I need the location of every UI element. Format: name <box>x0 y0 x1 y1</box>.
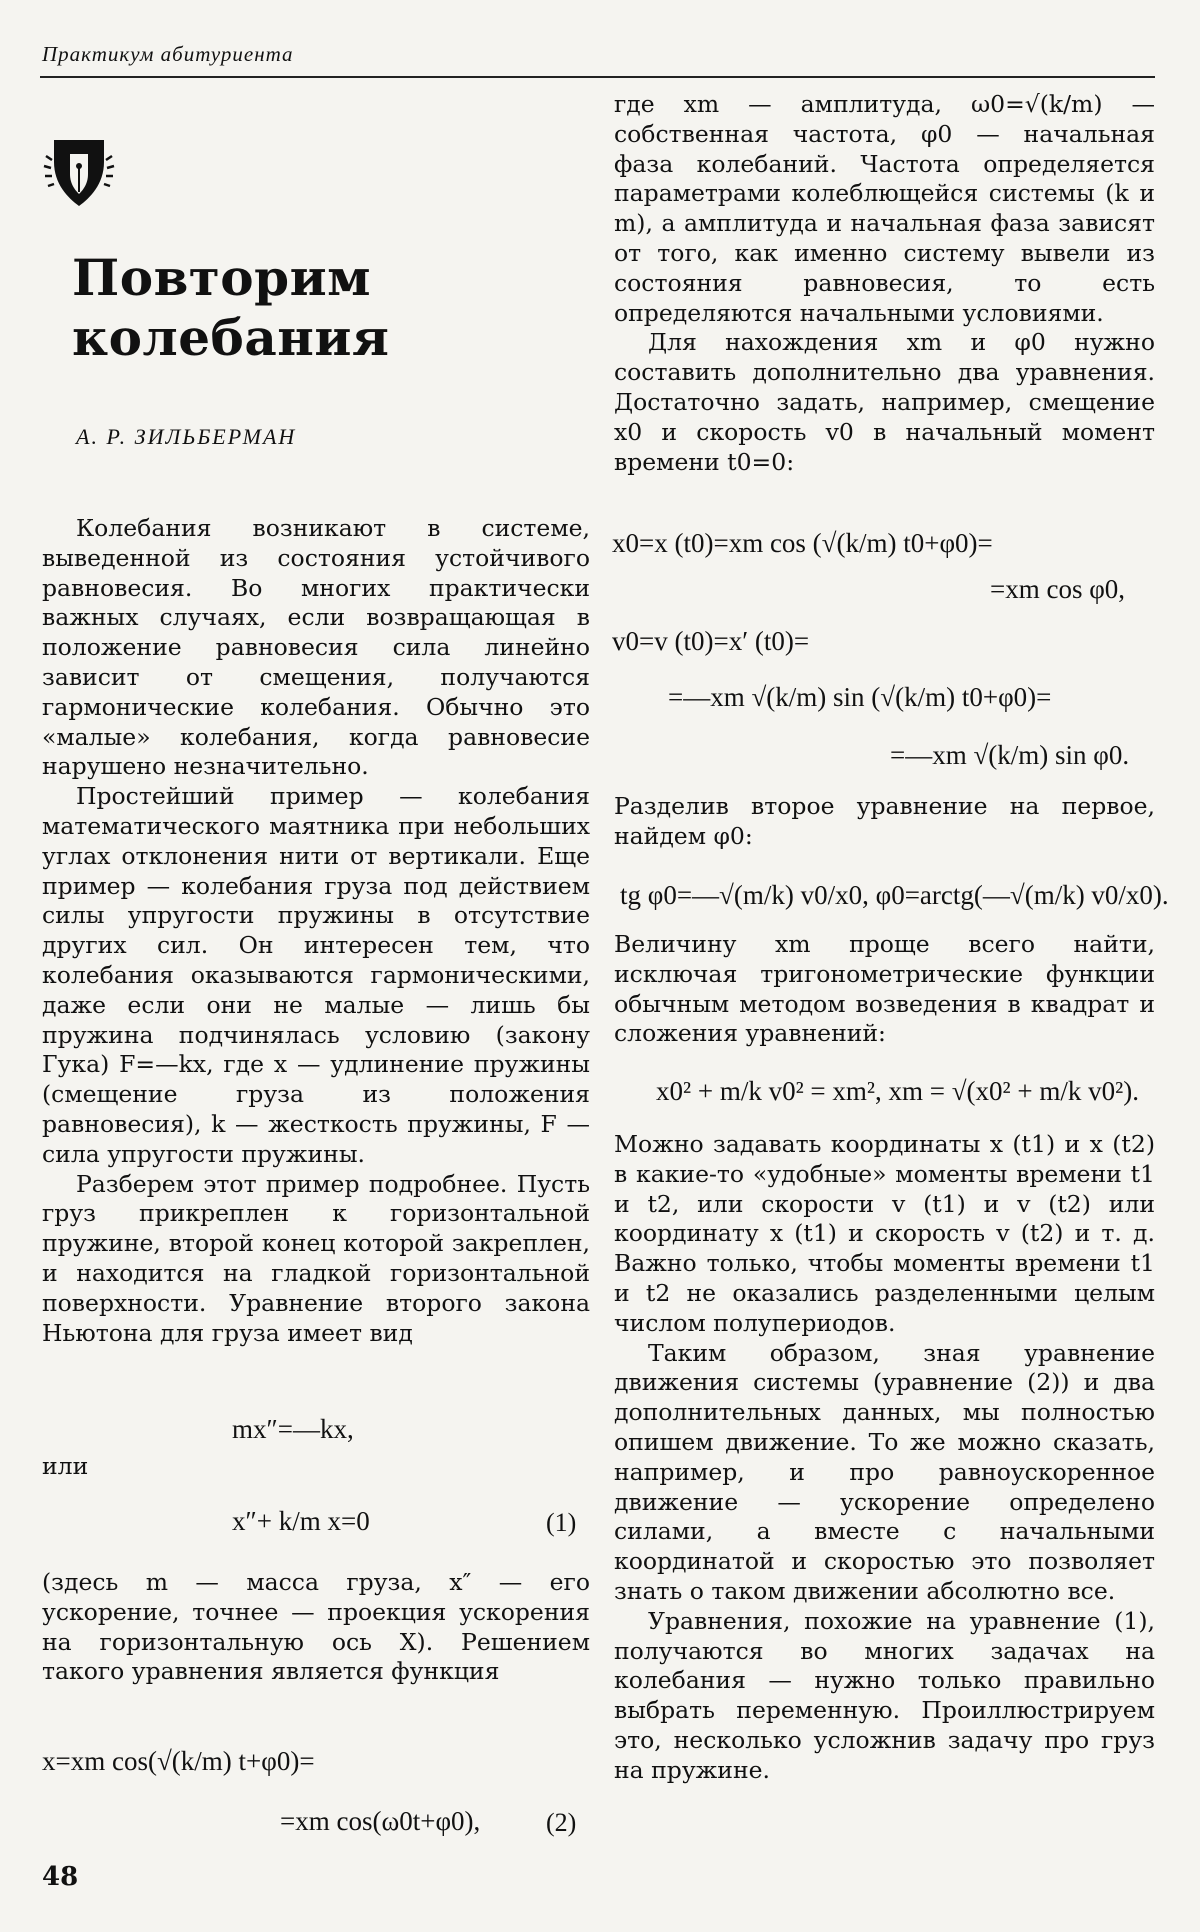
paragraph: Величину xm проще всего найти, исключая тригонометрические функции обычным методом возведения в квадрат и сложения уравнений: <box>614 930 1155 1048</box>
page-number: 48 <box>42 1862 79 1892</box>
equation-x0-line-2: =xm cos φ0, <box>990 574 1126 604</box>
paragraph: Колебания возникают в системе, выведенной из состояния устойчивого равновесия. Во многих практически важных случаях, если возвращающая в положение равновесия сила линейно зависит от смещения, получаются гармонические колебания. Обычно это «малые» колебания, когда равновесие нарушено незначительно. <box>42 514 590 781</box>
fountain-pen-nib-icon <box>40 132 118 210</box>
right-column-text-2 <box>614 792 1155 852</box>
running-head: Практикум абитуриента <box>42 42 294 66</box>
paragraph: Для нахождения xm и φ0 нужно составить дополнительно два уравнения. Достаточно задать, например, смещение x0 и скорость v0 в начальный момент времени t0=0: <box>614 328 1155 476</box>
author-name: А. Р. ЗИЛЬБЕРМАН <box>76 424 297 449</box>
equation-number-1: (1) <box>546 1508 577 1537</box>
paragraph: (здесь m — масса груза, x″ — его ускорение, точнее — проекция ускорения на горизонтальную ось X). Решением такого уравнения является функция <box>42 1568 590 1686</box>
article-title <box>72 248 389 368</box>
equation-2-line-2: =xm cos(ω0t+φ0), <box>280 1806 481 1836</box>
paragraph: Разделив второе уравнение на первое, найдем φ0: <box>614 792 1155 850</box>
equation-x0-line-1: x0=x (t0)=xm cos (√(k/m) t0+φ0)= <box>612 528 993 558</box>
right-column-text-4 <box>614 1130 1155 1786</box>
paragraph: Простейший пример — колебания математического маятника при небольших углах отклонения нити от вертикали. Еще пример — колебания груза под действием силы упругости пружины в отсутствие других сил. Он интересен тем, что колебания оказываются гармоническими, даже если они не малые — лишь бы пружина подчинялась условию (закону Гука) F=—kx, где x — удлинение пружины (смещение груза из положения равновесия), k — жесткость пружины, F — сила упругости пружины. <box>42 782 590 1168</box>
paragraph: Разберем этот пример подробнее. Пусть груз прикреплен к горизонтальной пружине, второй конец которой закреплен, и находится на гладкой горизонтальной поверхности. Уравнение второго закона Ньютона для груза имеет вид <box>42 1169 590 1347</box>
title-line-1: Повторим <box>72 248 372 307</box>
equation-1: x″+ k/m x=0 <box>232 1506 370 1536</box>
paragraph: где xm — амплитуда, ω0=√(k/m) — собственная частота, φ0 — начальная фаза колебаний. Частота определяется параметрами колеблющейся системы (k и m), а амплитуда и начальная фаза зависят от того, как именно систему вывели из состояния равновесия, то есть определяются начальными условиями. <box>614 90 1155 327</box>
equation-amplitude: x0² + m/k v0² = xm², xm = √(x0² + m/k v0²). <box>656 1076 1139 1106</box>
left-column-text-2 <box>42 1568 590 1687</box>
equation-2-line-1: x=xm cos(√(k/m) t+φ0)= <box>42 1746 315 1776</box>
word-or: или <box>42 1452 89 1480</box>
paragraph: Таким образом, зная уравнение движения системы (уравнение (2)) и два дополнительных данных, мы полностью опишем движение. То же можно сказать, например, и про равноускоренное движение — ускорение определено силами, а вместе с начальными координатой и скоростью это позволяет знать о таком движении абсолютно все. <box>614 1338 1155 1605</box>
equation-newton: mx″=—kx, <box>232 1414 354 1444</box>
equation-v0-line-3: =—xm √(k/m) sin φ0. <box>890 740 1130 770</box>
equation-v0-line-1: v0=v (t0)=x′ (t0)= <box>612 626 810 656</box>
right-column-text-1 <box>614 90 1155 477</box>
left-column-text <box>42 514 590 1348</box>
right-column-text-3 <box>614 930 1155 1049</box>
equation-tg-phi: tg φ0=—√(m/k) v0/x0, φ0=arctg(—√(m/k) v0/x0). <box>620 880 1169 910</box>
paragraph: Уравнения, похожие на уравнение (1), получаются во многих задачах на колебания — нужно только правильно выбрать переменную. Проиллюстрируем это, несколько усложнив задачу про груз на пружине. <box>614 1606 1155 1784</box>
header-rule <box>40 76 1155 78</box>
paragraph: Можно задавать координаты x (t1) и x (t2) в какие-то «удобные» моменты времени t1 и t2, или скорости v (t1) и v (t2) или координату x (t1) и скорость v (t2) и т. д. Важно только, чтобы моменты времени t1 и t2 не оказались разделенными целым числом полупериодов. <box>614 1130 1155 1337</box>
equation-number-2: (2) <box>546 1808 577 1837</box>
title-line-2: колебания <box>72 308 390 367</box>
equation-v0-line-2: =—xm √(k/m) sin (√(k/m) t0+φ0)= <box>668 682 1052 712</box>
